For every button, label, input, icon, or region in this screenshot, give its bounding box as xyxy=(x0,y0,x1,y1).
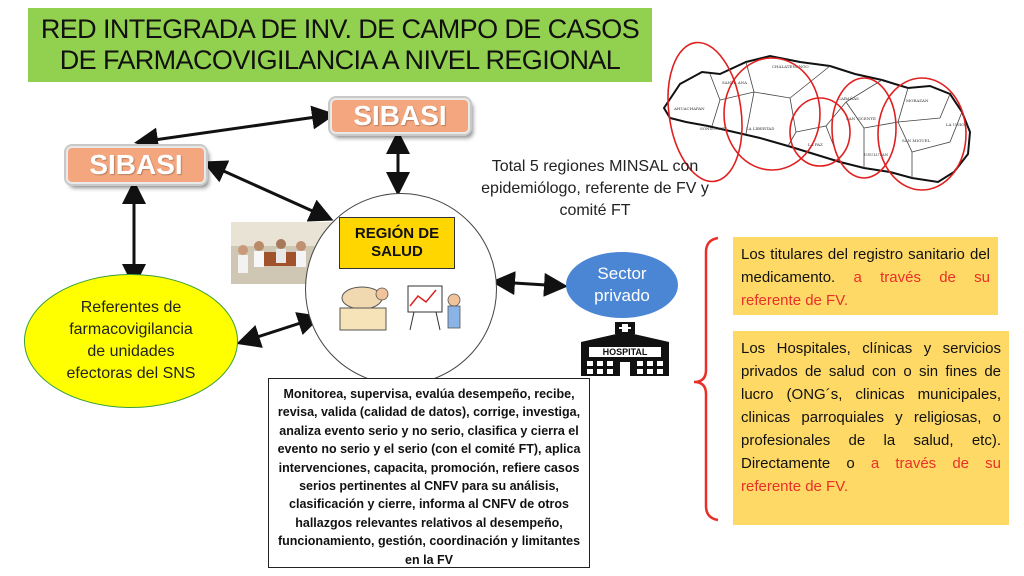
map-label-usulutan: USULUTAN xyxy=(864,152,889,157)
arrow-sibasi-left-region xyxy=(208,164,328,218)
hospitales-text: Los Hospitales, clínicas y servicios privados de salud con o sin fines de lucro (ONG´s, clinicas municipales, clinicas parroquiales y religiosas, o profesionales de la salud, etc). Directamente o xyxy=(741,340,1001,472)
sibasi-top-label: SIBASI xyxy=(353,100,447,131)
map-label-san-miguel: SAN MIGUEL xyxy=(902,138,931,143)
hospitales-highlight: a través de su referente de FV. xyxy=(741,455,1002,495)
bracket xyxy=(694,238,718,520)
sibasi-left-label: SIBASI xyxy=(89,149,183,180)
sibasi-top-button xyxy=(330,98,470,134)
map-label-la-union: LA UNION xyxy=(946,122,969,127)
map-label-cabanas: CABAÑAS xyxy=(838,96,859,101)
map-label-ahuachapan: AHUACHAPAN xyxy=(674,106,705,111)
map-label-san-vicente: SAN VICENTE xyxy=(846,116,876,121)
hospital-sign-text: HOSPITAL xyxy=(602,347,648,357)
arrow-region-sector xyxy=(497,282,562,286)
map-label-morazan: MORAZAN xyxy=(906,98,929,103)
total-regions-text: Total 5 regiones MINSAL con epidemiólogo, referente de FV y comité FT xyxy=(481,158,709,219)
sibasi-left-button xyxy=(66,146,206,184)
arrow-referentes-region xyxy=(242,318,316,342)
referentes-ellipse xyxy=(24,274,238,408)
region-de-salud-label: REGIÓN DE SALUD xyxy=(339,217,455,269)
titulares-text: Los titulares del registro sanitario del medicamento. xyxy=(741,246,990,286)
map-label-la-paz: LA PAZ xyxy=(808,142,823,147)
sector-privado-node xyxy=(566,252,678,318)
workers-illustration xyxy=(330,272,470,342)
referentes-text: Referentes de farmacovigilancia de unidades efectoras del SNS xyxy=(66,299,196,382)
map-label-la-libertad: LA LIBERTAD xyxy=(746,126,775,131)
titulares-box xyxy=(733,237,998,315)
map-label-chalatenango: CHALATENANGO xyxy=(772,64,809,69)
arrow-sibasi-sibasi xyxy=(140,115,330,142)
titulares-highlight: a través de su referente de FV. xyxy=(741,269,990,309)
map-label-sonsonate: SONSONATE xyxy=(700,126,728,131)
hospitales-box xyxy=(733,331,1009,525)
map-label-santa-ana: SANTA ANA xyxy=(722,80,748,85)
functions-description: Monitorea, supervisa, evalúa desempeño, recibe, revisa, valida (calidad de datos), corrige, investiga, analiza evento serio y no serio, clasifica y cierra el evento no serio y el serio (con el comité FT), aplica intervenciones, capacita, promoción, refiere casos serios pertinentes al CNFV para su análisis, clasificación y cierre, informa al CNFV de otros hallazgos relevantes relativos al desempeño, funcionamiento, gestión, coordinación y limitantes en la FV xyxy=(268,378,590,568)
hospital-icon xyxy=(575,320,675,378)
page-title: RED INTEGRADA DE INV. DE CAMPO DE CASOS DE FARMACOVIGILANCIA A NIVEL REGIONAL xyxy=(40,14,640,75)
sector-privado-label: Sector privado xyxy=(594,264,650,305)
